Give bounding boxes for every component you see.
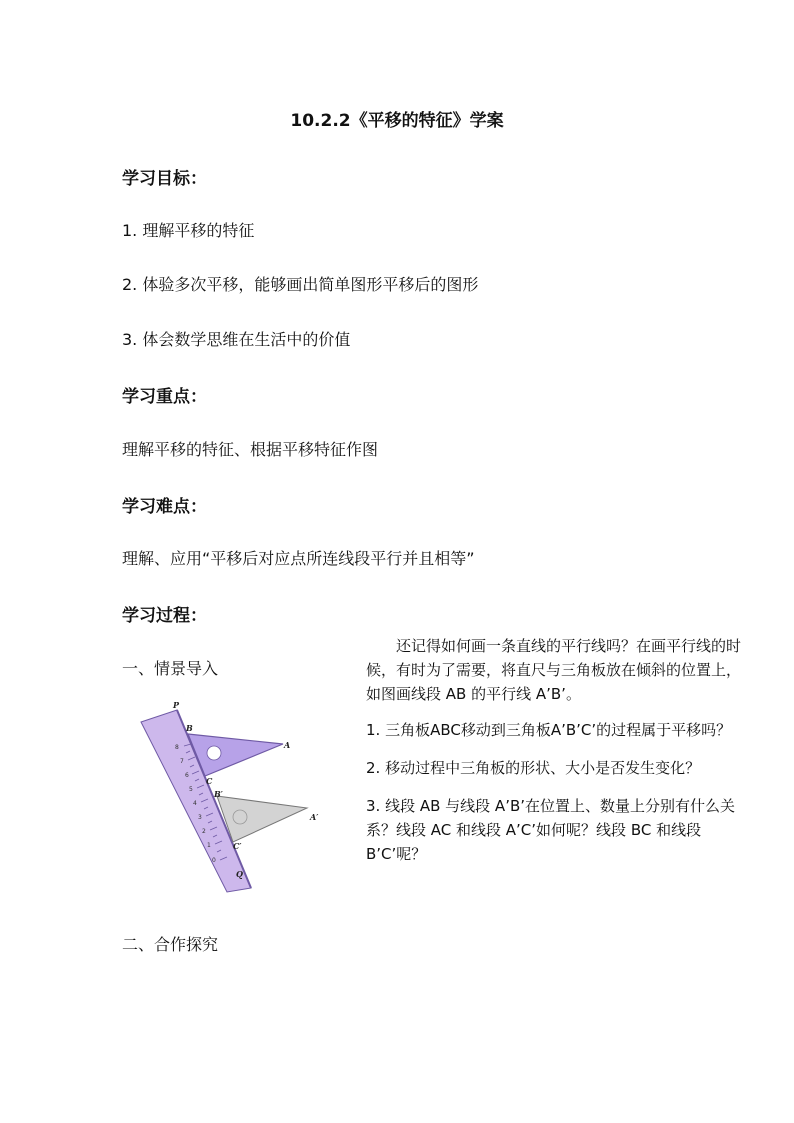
section-explore-heading: 二、合作探究 [122,935,219,954]
triangle-a1b1c1 [217,796,307,842]
tick-label: 4 [193,800,197,807]
key-text: 理解平移的特征、根据平移特征作图 [122,440,379,459]
goals-heading: 学习目标： [122,169,207,189]
question-item: 2. 移动过程中三角板的形状、大小是否发生变化？ [366,759,701,777]
process-heading: 学习过程： [122,606,207,626]
label-a: A [284,740,291,750]
label-c: C [206,776,213,786]
difficulty-heading: 学习难点： [122,497,207,517]
label-a-prime: A′ [310,812,319,822]
label-c-prime: C′ [233,841,242,851]
label-b: B [186,723,193,733]
key-heading: 学习重点： [122,387,207,407]
tick-label: 7 [180,758,184,765]
tick-label: 8 [175,744,179,751]
page-title: 10.2.2《平移的特征》学案 [290,111,504,131]
intro-paragraph: 还记得如何画一条直线的平行线吗？在画平行线的时候，有时为了需要，将直尺与三角板放在倾斜的位置上，如图画线段 AB 的平行线 A’B’。 [366,637,742,703]
question-item: 3. 线段 AB 与线段 A’B’在位置上、数量上分别有什么关系？线段 AC 和线段 A’C’如何呢？线段 BC 和线段 B’C’呢？ [366,797,736,863]
tick-label: 5 [189,786,193,793]
tick-label: 2 [202,828,206,835]
ruler-triangle-diagram [135,700,325,900]
triangle-abc [188,734,283,776]
label-p: P [173,700,180,710]
question-item: 1. 三角板ABC移动到三角板A’B’C’的过程属于平移吗？ [366,721,732,739]
goal-item: 1. 理解平移的特征 [122,221,255,240]
triangle-hole [207,746,221,760]
section-intro-heading: 一、情景导入 [122,659,219,678]
translation-figure [135,700,325,900]
label-q: Q [236,869,243,879]
difficulty-text: 理解、应用“平移后对应点所连线段平行并且相等” [122,549,475,568]
triangle-hole [233,810,247,824]
goal-item: 2. 体验多次平移，能够画出简单图形平移后的图形 [122,275,479,294]
tick-label: 0 [212,857,216,864]
tick-label: 3 [198,814,202,821]
tick-label: 6 [185,772,189,779]
tick-label: 1 [207,842,211,849]
goal-item: 3. 体会数学思维在生活中的价值 [122,330,351,349]
label-b-prime: B′ [214,789,223,799]
